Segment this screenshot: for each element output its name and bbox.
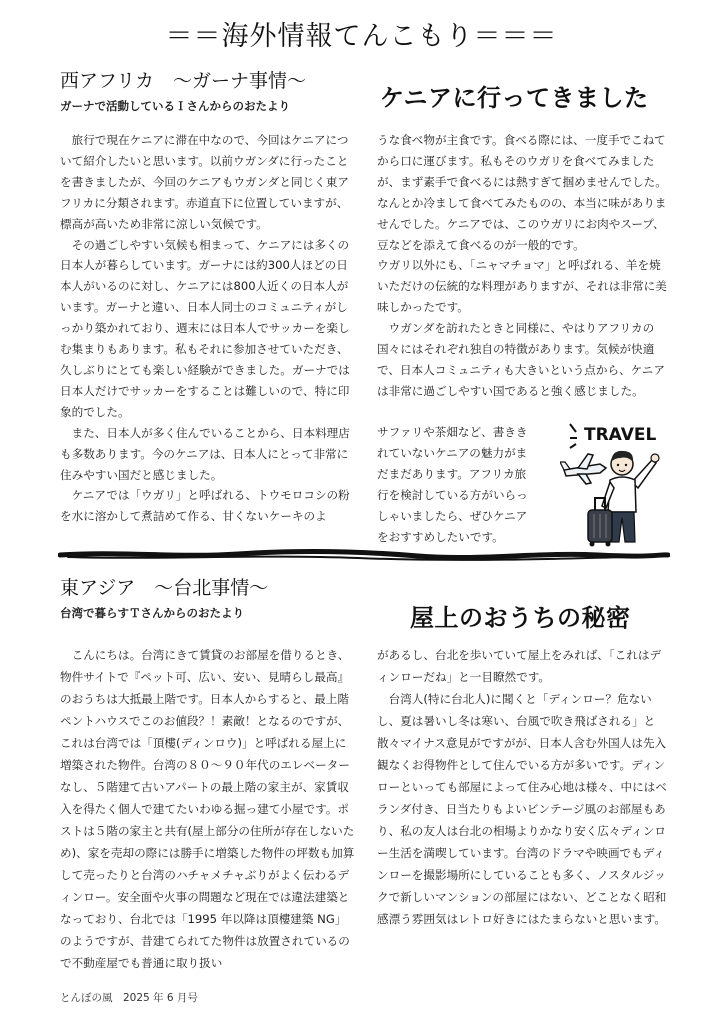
section1-headline: ケニアに行ってきました [380, 84, 649, 112]
paragraph: こんにちは。台湾にきて賃貸のお部屋を借りるとき、物件サイトで『ペット可、広い、安い、見晴らし最高』のおうちは大抵最上階です。日本人からすると、最上階ペントハウスでこのお値段？！素敵！となるのですが、これは台湾では「頂樓(ディンロウ)」と呼ばれる屋上に増築された物件。台湾の８０～９０年代のエレベーターなし、５階建て古いアパートの最上階の家主が、家賃収入を得たく個人で建てたいわゆる掘っ建て小屋です。ポストは５階の家主と共有(屋上部分の住所が存在しないため)、家を売却の際には勝手に増築した物件の坪数も加算して売ったりと台湾のハチャメチャぶりがよく伝わるディンロー。安全面や火事の問題など現在では違法建築となっており、台北では「1995 年以降は頂樓建築 NG」のようですが、昔建てられてた物件は放置されているので不動産屋でも普通に取り扱い [60, 648, 355, 970]
travel-paragraph [377, 422, 557, 547]
section2-title: 東アジア ～台北事情～ [60, 577, 269, 599]
travel-line: れていないケニアの魅力がま [377, 445, 528, 460]
travel-line: サファリや茶畑など、書きき [377, 425, 528, 439]
section1-title: 西アフリカ ～ガーナ事情～ [60, 70, 307, 92]
paragraph: 台湾人(特に台北人)に聞くと「ディンロー？危ないし、夏は暑いし冬は寒い、台風で吹き飛ばされる」と散々マイナス意見がですがが、日本人含む外国人は先入観なくお得物件として住んでいる方が多いです。ディンローといっても部屋によって住み心地は様々、中にはベランダ付き、日当たりもよいビンテージ風のお部屋もあり、私の友人は台北の相場よりかなり安く広々ディンロー生活を満喫しています。台湾のドラマや映画でもディンローを撮影場所にしていることも多く、ノスタルジックで新しいマンションの部屋にはない、どことなく昭和感漂う雰囲気はレトロ好きにはたまらないと思います。 [377, 692, 667, 926]
page-footer: とんぼの風 2025 年 6 月号 [60, 992, 198, 1004]
travel-line: 行を検討している方がいらっ [377, 487, 528, 502]
section1-left-column [60, 130, 355, 527]
travel-line: だまだあります。アフリカ旅 [377, 466, 527, 481]
paragraph: ウガリ以外にも、「ニャマチョマ」と呼ばれる、羊を焼いただけの伝統的な料理がありますが、それは非常に美味しかったです。 [377, 258, 667, 315]
paragraph: その過ごしやすい気候も相まって、ケニアには多くの日本人が暮らしています。ガーナには約300人ほどの日本人がいるのに対し、ケニアには800人近くの日本人がいます。ガーナと違い、日本人同士のコミュニティがしっかり築かれており、週末には日本人でサッカーを楽しむ集まりもあります。私もそれに参加させていただき、久しぶりにとても楽しい経験ができました。ガーナでは日本人だけでサッカーをすることは難しいので、特に印象的でした。 [60, 237, 350, 419]
airplane-icon [560, 454, 606, 484]
paragraph: 旅行で現在ケニアに滞在中なので、今回はケニアについて紹介したいと思います。以前ウガンダに行ったことを書きましたが、今回のケニアもウガンダと同じく東アフリカに分類されます。赤道直下に位置していますが、標高が高いため非常に涼しい気候です。 [60, 133, 349, 231]
travel-line: をおすすめしたいです。 [377, 529, 504, 544]
brush-divider [58, 546, 670, 564]
section1-right-column [377, 130, 669, 402]
section2-subtitle: 台湾で暮らすＴさんからのおたより [60, 606, 244, 620]
section2-left-column [60, 644, 355, 974]
section1-subtitle: ガーナで活動しているＩさんからのおたより [60, 99, 290, 113]
travel-illustration [560, 418, 672, 548]
paragraph: また、日本人が多く住んでいることから、日本料理店も多数あります。今のケニアは、日本人にとって非常に住みやすい国だと感じました。 [60, 425, 350, 482]
travel-line: しゃいましたら、ぜひケニア [377, 508, 528, 523]
section2-headline: 屋上のおうちの秘密 [410, 604, 631, 632]
paragraph: うな食べ物が主食です。食べる際には、一度手でこねてから口に運びます。私もそのウガリを食べてみましたが、まず素手で食べるには熱すぎて掴めませんでした。なんとか冷まして食べてみたものの、本当に味がありませんでした。ケニアでは、このウガリにお肉やスープ、豆などを添えて食べるのが一般的です。 [377, 133, 667, 252]
travel-label: TRAVEL [584, 425, 657, 445]
paragraph: があるし、台北を歩いていて屋上をみれば、「これはディンローだね」と一目瞭然です。 [377, 648, 662, 684]
paragraph: ケニアでは「ウガリ」と呼ばれる、トウモロコシの粉を水に溶かして煮詰めて作る、甘くないケーキのよ [60, 488, 350, 524]
paragraph: ウガンダを訪れたときと同様に、やはりアフリカの国々にはそれぞれ独自の特徴があります。気候が快適で、日本人コミュニティも大きいという点から、ケニアは非常に過ごしやすい国であると強く感じました。 [377, 321, 665, 398]
section2-right-column [377, 644, 669, 930]
page-title: ＝＝海外情報てんこもり＝＝＝ [165, 21, 558, 52]
